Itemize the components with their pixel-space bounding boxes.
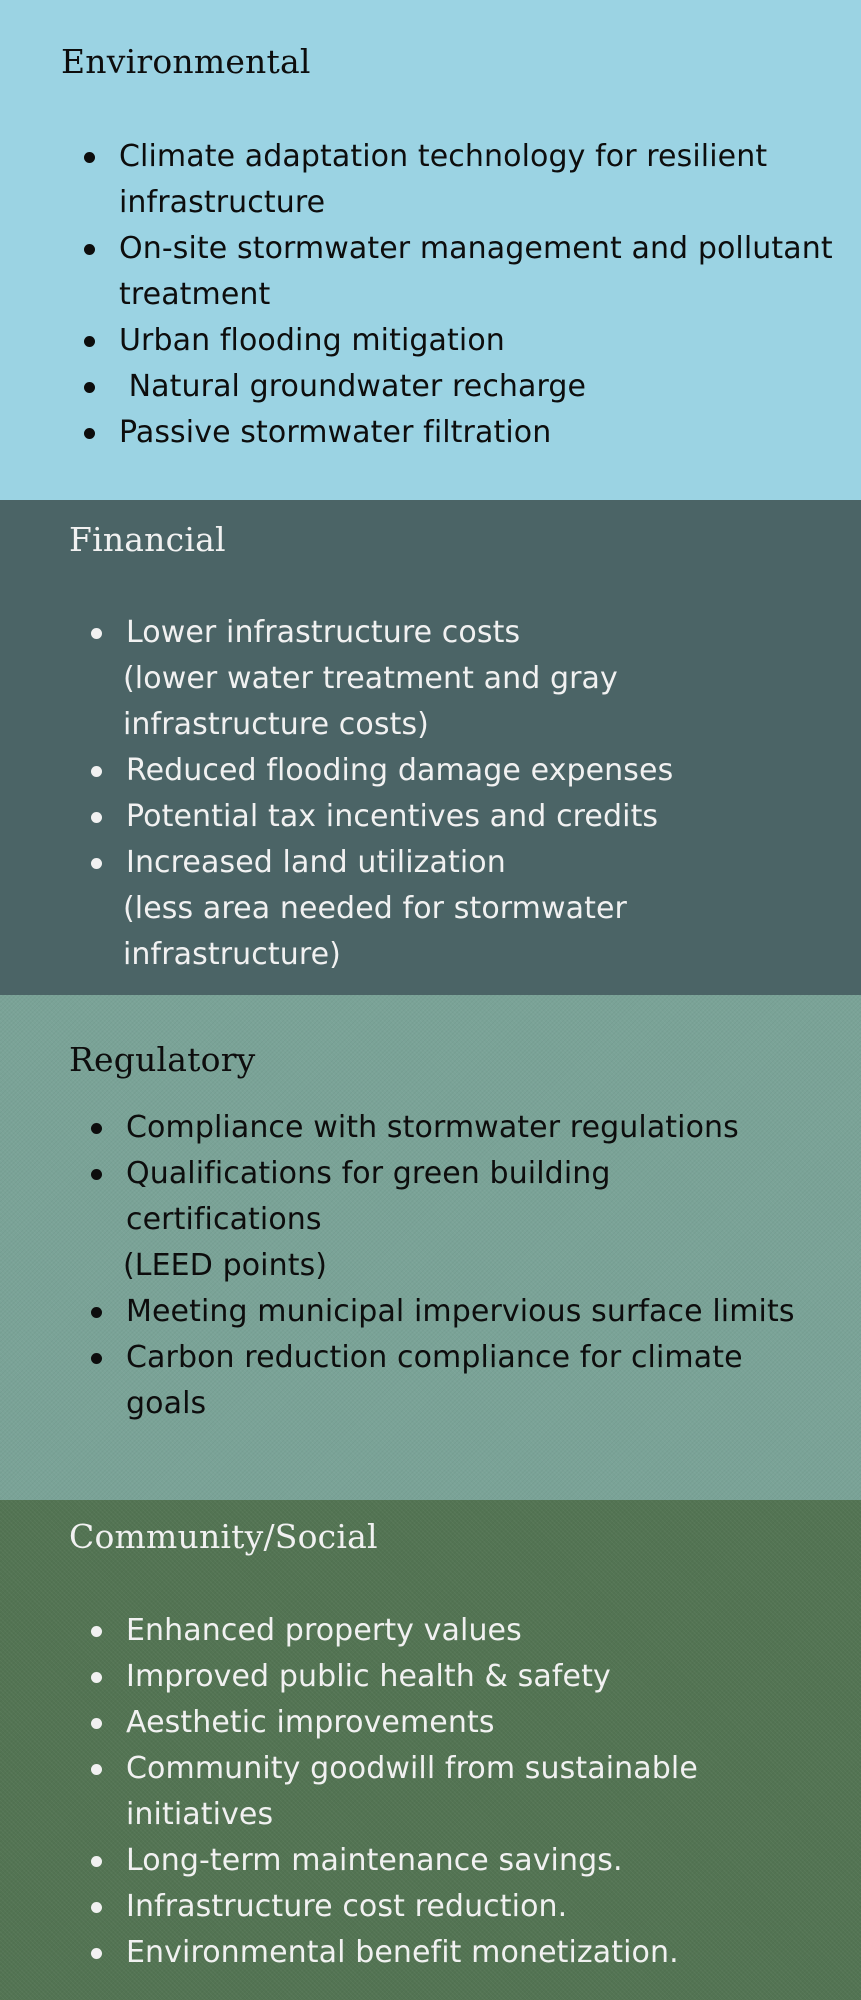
- list-item: [123, 1151, 816, 1289]
- item-text: Improved public health & safety: [126, 1659, 611, 1694]
- list-item: [119, 364, 839, 410]
- regulatory-heading: Regulatory: [69, 1040, 256, 1079]
- item-text: Meeting municipal impervious surface limits: [126, 1294, 795, 1329]
- financial-heading: Financial: [69, 520, 226, 559]
- list-item: [119, 410, 839, 456]
- item-text: Environmental benefit monetization.: [126, 1935, 679, 1970]
- community-heading: Community/Social: [69, 1517, 378, 1556]
- item-text: Potential tax incentives and credits: [126, 799, 659, 834]
- item-text: Climate adaptation technology for resilient infrastructure: [119, 139, 768, 220]
- list-item: [123, 840, 826, 978]
- item-text: Passive stormwater filtration: [119, 415, 552, 450]
- financial-section: [0, 500, 861, 995]
- item-text: Compliance with stormwater regulations: [126, 1110, 739, 1145]
- regulatory-benefits-list: [123, 1105, 816, 1427]
- item-text: Qualifications for green building certifications: [126, 1156, 611, 1237]
- list-item: [126, 1608, 826, 1654]
- item-text: Reduced flooding damage expenses: [126, 753, 674, 788]
- item-note: (less area needed for stormwater infrastructure): [123, 891, 627, 972]
- community-benefits-list: [126, 1608, 826, 1976]
- list-item: [126, 1335, 816, 1427]
- list-item: [126, 1746, 826, 1838]
- list-item: [126, 1289, 816, 1335]
- list-item: [126, 1930, 826, 1976]
- community-section: [0, 1500, 861, 2000]
- item-text: Community goodwill from sustainable initiatives: [126, 1751, 698, 1832]
- list-item: [126, 1654, 826, 1700]
- item-text: Enhanced property values: [126, 1613, 522, 1648]
- item-text: Infrastructure cost reduction.: [126, 1889, 568, 1924]
- list-item: [126, 794, 826, 840]
- list-item: [126, 1884, 826, 1930]
- list-item: [126, 1105, 816, 1151]
- financial-benefits-list: [123, 610, 826, 978]
- item-text: Aesthetic improvements: [126, 1705, 495, 1740]
- item-text: Carbon reduction compliance for climate goals: [126, 1340, 743, 1421]
- item-note: (LEED points): [123, 1248, 328, 1283]
- environmental-benefits-list: [119, 134, 853, 456]
- list-item: [123, 610, 826, 748]
- environmental-section: [0, 0, 861, 500]
- list-item: [119, 134, 839, 226]
- list-item: [126, 1838, 826, 1884]
- list-item: [119, 318, 839, 364]
- item-text: Long-term maintenance savings.: [126, 1843, 623, 1878]
- list-item: [126, 1700, 826, 1746]
- item-note: (lower water treatment and gray infrastructure costs): [123, 661, 618, 742]
- item-text: Increased land utilization: [126, 845, 506, 880]
- item-text: Natural groundwater recharge: [119, 369, 587, 404]
- environmental-heading: Environmental: [61, 42, 311, 81]
- item-text: Urban flooding mitigation: [119, 323, 505, 358]
- list-item: [126, 748, 826, 794]
- regulatory-section: [0, 995, 861, 1500]
- item-text: On-site stormwater management and pollutant treatment: [119, 231, 853, 312]
- list-item: [119, 226, 853, 318]
- item-text: Lower infrastructure costs: [126, 615, 521, 650]
